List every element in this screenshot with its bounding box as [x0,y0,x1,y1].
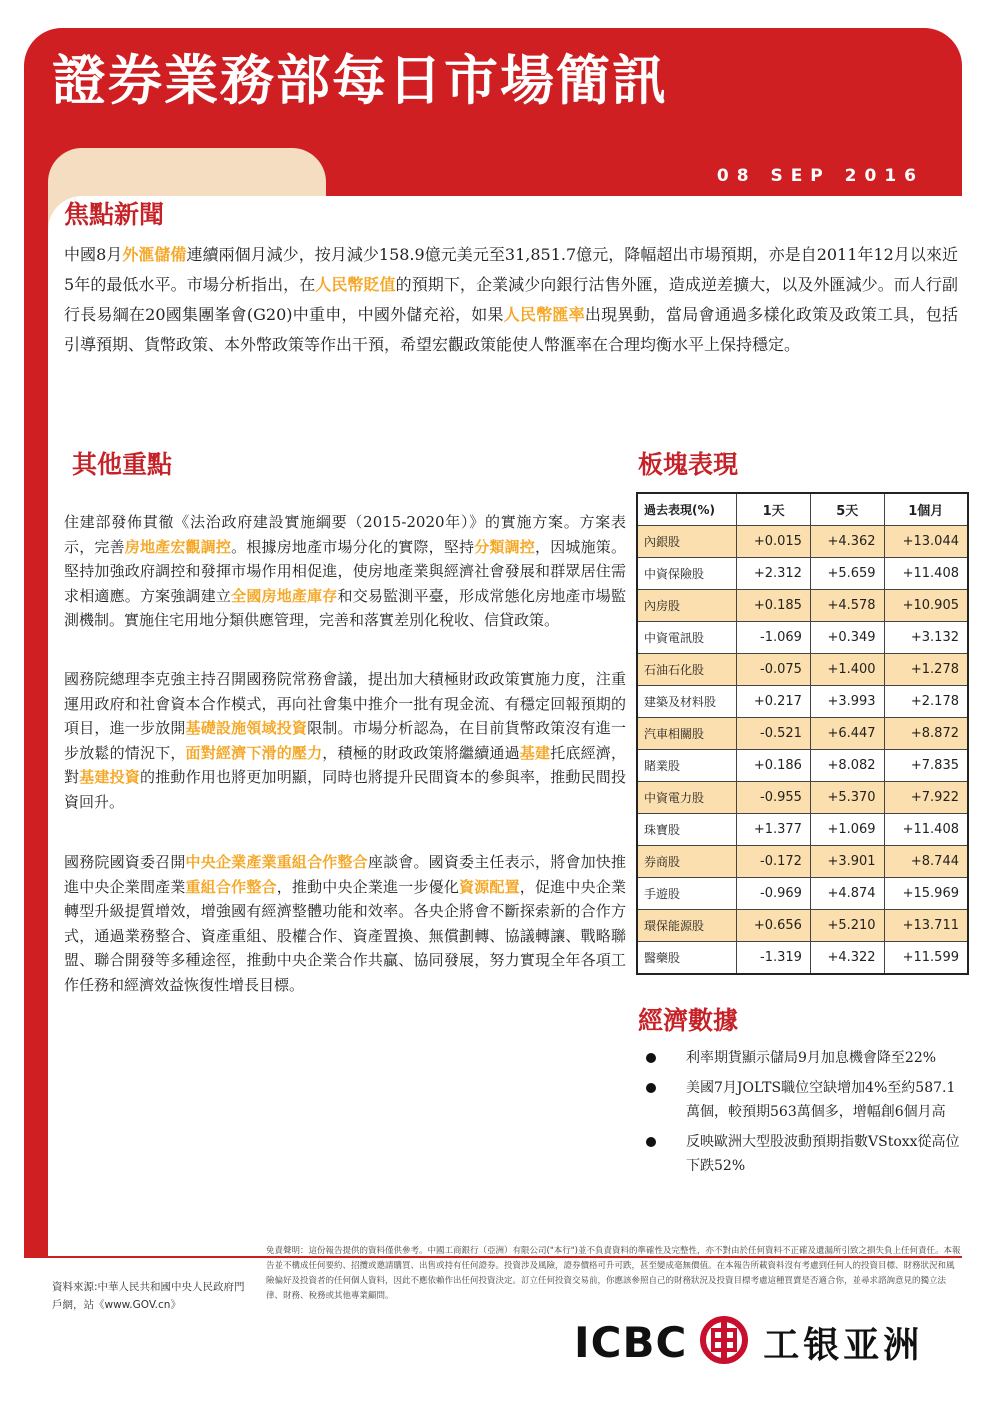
one-month-change-cell: +13.044 [884,526,968,558]
one-month-change-cell: +3.132 [884,622,968,654]
one-day-change-cell: -1.319 [737,942,811,975]
economic-data-heading: 經濟數據 [638,1006,739,1035]
sector-name-cell: 醫藥股 [637,942,737,975]
one-day-change-cell: -0.172 [737,846,811,878]
paragraph-text: 國務院國資委召開 [64,853,186,871]
highlighted-keyword: 人民幣貶值 [315,275,396,294]
five-day-change-cell: +5.659 [810,558,884,590]
highlighted-keyword: 面對經濟下滑的壓力 [185,743,323,762]
one-month-change-cell: +7.922 [884,782,968,814]
paragraph-text: 出現異動，當局會通過多樣化政策及政策工具，包括引導預期、貨幣政策、本外幣政策等作出干預，希望宏觀政策能使人幣滙率在合理均衡水平上保持穩定。 [64,305,958,354]
paragraph-text: ，促進中央企業轉型升級提質增效，增強國有經濟整體功能和效率。各央企將會不斷探索新的合作方式，通過業務整合、資產重組、股權合作、資產置換、無償劃轉、協議轉讓、戰略聯盟、聯合開發等多種途徑，推動中央企業合作共贏、協同發展，努力實現全年各項工作任務和經濟效益恢復性增長目標。 [64,877,626,994]
one-day-change-cell: +0.656 [737,910,811,942]
column-header: 5天 [810,493,884,526]
paragraph-text: ，因城施策。堅持加強政府調控和發揮市場作用相促進，使房地產業與經濟社會發展和群眾居住需求相適應。方案強調建立 [64,537,626,605]
table-row [637,526,968,558]
five-day-change-cell: +4.322 [810,942,884,975]
page-title: 證券業務部每日市場簡訊 [52,49,668,112]
icbc-emblem-icon [699,1315,749,1369]
paragraph-text: 連續兩個月減少，按月減少158.9億元美元至31,851.7億元，降幅超出市場預期，亦是自2011年12月以來近5年的最低水平。市場分析指出，在 [64,245,958,294]
highlighted-keyword: 基礎設施領域投資 [185,719,308,737]
one-day-change-cell: -1.069 [737,622,811,654]
one-day-change-cell: +1.377 [737,814,811,846]
one-day-change-cell: +0.217 [737,686,811,718]
paragraph-text: 中國8月 [64,245,123,264]
sector-name-cell: 汽車相關股 [637,718,737,750]
list-item: 反映歐洲大型股波動預期指數VStoxx從高位下跌52% [642,1130,962,1178]
one-day-change-cell: +0.185 [737,590,811,622]
one-month-change-cell: +7.835 [884,750,968,782]
five-day-change-cell: +8.082 [810,750,884,782]
one-day-change-cell: +0.015 [737,526,811,558]
five-day-change-cell: +4.874 [810,878,884,910]
table-row [637,878,968,910]
column-header: 過去表現(%) [637,493,737,526]
highlighted-keyword: 基建投資 [79,768,140,786]
sector-name-cell: 內銀股 [637,526,737,558]
sector-performance-heading: 板塊表現 [638,450,739,479]
table-row [637,558,968,590]
one-month-change-cell: +11.408 [884,814,968,846]
sector-performance-table [636,492,969,975]
table-row [637,718,968,750]
table-row [637,910,968,942]
one-day-change-cell: +0.186 [737,750,811,782]
one-day-change-cell: -0.955 [737,782,811,814]
sector-name-cell: 珠寶股 [637,814,737,846]
five-day-change-cell: +3.993 [810,686,884,718]
paragraph-text: 的推動作用也將更加明顯，同時也將提升民間資本的參與率，推動民間投資回升。 [64,768,626,811]
logo-text-en: ICBC [574,1317,688,1367]
column-header: 1天 [737,493,811,526]
paragraph-text: 托底經濟，對 [64,743,626,786]
focus-news-paragraph [64,240,958,360]
table-row [637,782,968,814]
focus-news-heading: 焦點新聞 [64,200,165,229]
one-month-change-cell: +15.969 [884,878,968,910]
five-day-change-cell: +5.210 [810,910,884,942]
paragraph-text: ，積極的財政政策將繼續通過 [322,743,520,762]
table-row [637,654,968,686]
sector-name-cell: 環保能源股 [637,910,737,942]
one-day-change-cell: -0.521 [737,718,811,750]
other-highlight-paragraph [64,510,626,633]
table-row [637,846,968,878]
five-day-change-cell: +5.370 [810,782,884,814]
list-item: 美國7月JOLTS職位空缺增加4%至約587.1萬個，較預期563萬個多，增幅創6個月高 [642,1076,962,1124]
highlighted-keyword: 中央企業產業重組合作整合 [185,853,368,871]
paragraph-text: 。根據房地產市場分化的實際，堅持 [231,537,475,556]
highlighted-keyword: 人民幣匯率 [503,305,585,324]
five-day-change-cell: +6.447 [810,718,884,750]
logo-text-cn: 工银亚洲 [763,1324,924,1366]
icbc-logo [574,1314,923,1370]
table-row [637,686,968,718]
five-day-change-cell: +1.400 [810,654,884,686]
five-day-change-cell: +4.362 [810,526,884,558]
highlighted-keyword: 外滙儲備 [122,245,187,264]
highlighted-keyword: 房地產宏觀調控 [124,537,232,556]
highlighted-keyword: 資源配置 [459,877,520,896]
data-source-note: 資料來源:中華人民共和國中央人民政府門戶網，站《www.GOV.cn》 [52,1281,245,1311]
paragraph-text: ，推動中央企業進一步優化 [276,877,460,896]
sector-name-cell: 中資電力股 [637,782,737,814]
paragraph-text: 的預期下，企業減少向銀行沽售外匯，造成逆差擴大，以及外匯減少。而人行副行長易綱在20國集團峯會(G20)中重申，中國外儲充裕，如果 [64,275,958,324]
table-row [637,590,968,622]
sector-name-cell: 內房股 [637,590,737,622]
paragraph-text: 住建部發佈貫徹《法治政府建設實施綱要（2015-2020年）》的實施方案。方案表示，完善 [64,513,626,556]
one-month-change-cell: +11.599 [884,942,968,975]
paragraph-text: 座談會。國資委主任表示，將會加快推進中央企業間產業 [64,853,626,896]
one-month-change-cell: +10.905 [884,590,968,622]
highlighted-keyword: 基建 [519,743,551,762]
other-highlight-paragraph [64,667,626,814]
table-row [637,942,968,975]
paragraph-text: 限制。市場分析認為，在目前貨幣政策沒有進一步放鬆的情況下， [64,719,626,762]
sector-name-cell: 建築及材料股 [637,686,737,718]
list-item: 利率期貨顯示儲局9月加息機會降至22% [642,1046,962,1070]
table-row [637,814,968,846]
sector-name-cell: 石油石化股 [637,654,737,686]
sector-name-cell: 手遊股 [637,878,737,910]
other-highlight-paragraph [64,850,626,997]
one-month-change-cell: +13.711 [884,910,968,942]
report-date: 08 SEP 2016 [716,166,924,186]
highlighted-keyword: 全國房地產庫存 [231,586,338,605]
economic-data-list [642,1046,962,1184]
one-day-change-cell: -0.075 [737,654,811,686]
one-month-change-cell: +8.744 [884,846,968,878]
five-day-change-cell: +4.578 [810,590,884,622]
paragraph-text: 國務院總理李克強主持召開國務院常務會議，提出加大積極財政政策實施力度，注重運用政府和社會資本合作模式，再向社會集中推介一批有現金流、有穩定回報預期的項目，進一步放開 [64,670,626,737]
paragraph-text: 和交易監測平臺，形成常態化房地產市場監測機制。實施住宅用地分類供應管理，完善和落實差別化稅收、信貸政策。 [64,586,626,629]
sector-name-cell: 券商股 [637,846,737,878]
one-month-change-cell: +2.178 [884,686,968,718]
other-highlights-heading: 其他重點 [72,450,173,479]
sector-name-cell: 中資電訊股 [637,622,737,654]
five-day-change-cell: +0.349 [810,622,884,654]
five-day-change-cell: +1.069 [810,814,884,846]
one-day-change-cell: -0.969 [737,878,811,910]
one-day-change-cell: +2.312 [737,558,811,590]
one-month-change-cell: +1.278 [884,654,968,686]
disclaimer-text: 免責聲明：這份報告提供的資料僅供參考。中國工商銀行（亞洲）有限公司("本行")並不負責資料的準確性及完整性，亦不對由於任何資料不正確及遺漏所引致之損失負上任何責任。本報告並不構成任何要約、招攬或邀請購買、出售或持有任何證券。投資涉及風險，證券價格可升可跌，甚至變成毫無價值。在本報告所載資料沒有考慮到任何人的投資目標、財務狀況和風險偏好及投資者的任何個人資料，因此不應依賴作出任何投資決定。訂立任何投資交易前，你應該參照自己的財務狀況及投資目標考慮這種買賣是否適合你，並尋求諮詢意見的獨立法律、財務、稅務或其他專業顧問。 [266,1246,961,1301]
column-header: 1個月 [884,493,968,526]
five-day-change-cell: +3.901 [810,846,884,878]
highlighted-keyword: 重組合作整合 [185,877,277,896]
highlighted-keyword: 分類調控 [474,537,535,556]
one-month-change-cell: +11.408 [884,558,968,590]
table-header-row [637,493,968,526]
one-month-change-cell: +8.872 [884,718,968,750]
sector-name-cell: 賭業股 [637,750,737,782]
table-row [637,622,968,654]
table-row [637,750,968,782]
sector-name-cell: 中資保險股 [637,558,737,590]
